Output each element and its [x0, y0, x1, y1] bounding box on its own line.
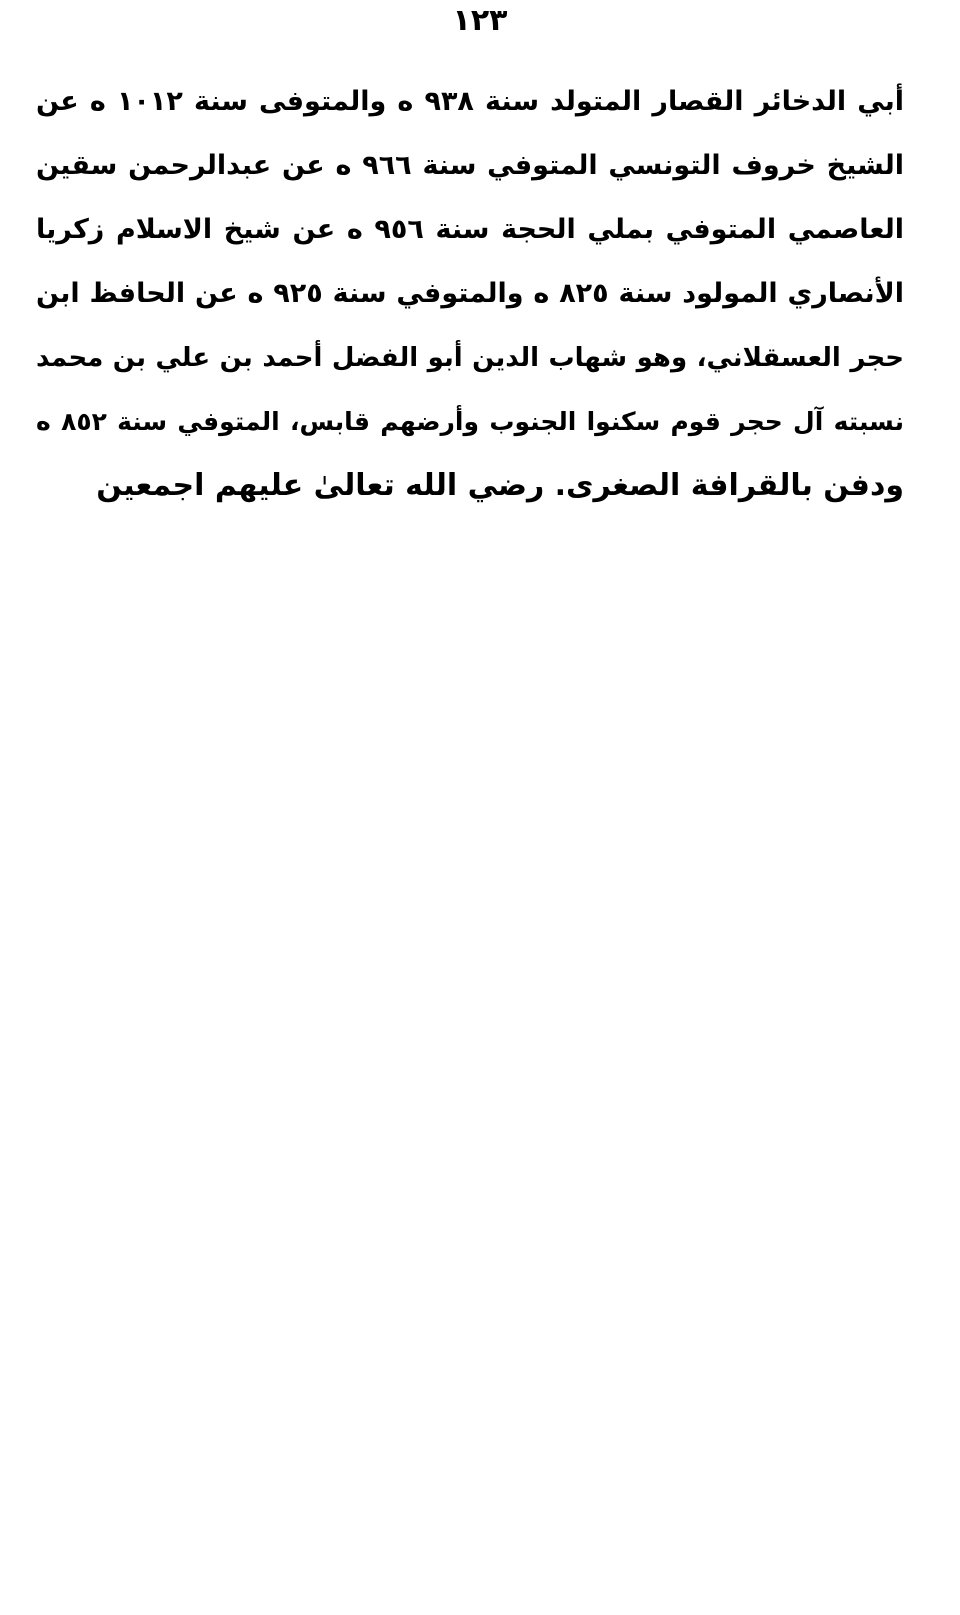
text-line: الأنصاري المولود سنة ٨٢٥ ه والمتوفي سنة ٩٢٥ ه عن الحافظ ابن — [36, 278, 904, 309]
text-line: نسبته آل حجر قوم سكنوا الجنوب وأرضهم قابس، المتوفي سنة ٨٥٢ ه — [36, 407, 904, 436]
page-number: ١٢٣ — [452, 3, 508, 38]
text-line: الشيخ خروف التونسي المتوفي سنة ٩٦٦ ه عن عبدالرحمن سقين — [36, 150, 904, 181]
text-line: ودفن بالقرافة الصغرى. رضي الله تعالىٰ عليهم اجمعين — [96, 468, 904, 503]
text-line: العاصمي المتوفي بملي الحجة سنة ٩٥٦ ه عن شيخ الاسلام زكريا — [36, 214, 904, 245]
body-text — [36, 70, 904, 518]
text-line: أبي الدخائر القصار المتولد سنة ٩٣٨ ه والمتوفى سنة ١٠١٢ ه عن — [36, 86, 905, 117]
text-line: حجر العسقلاني، وهو شهاب الدين أبو الفضل أحمد بن علي بن محمد — [36, 343, 904, 373]
